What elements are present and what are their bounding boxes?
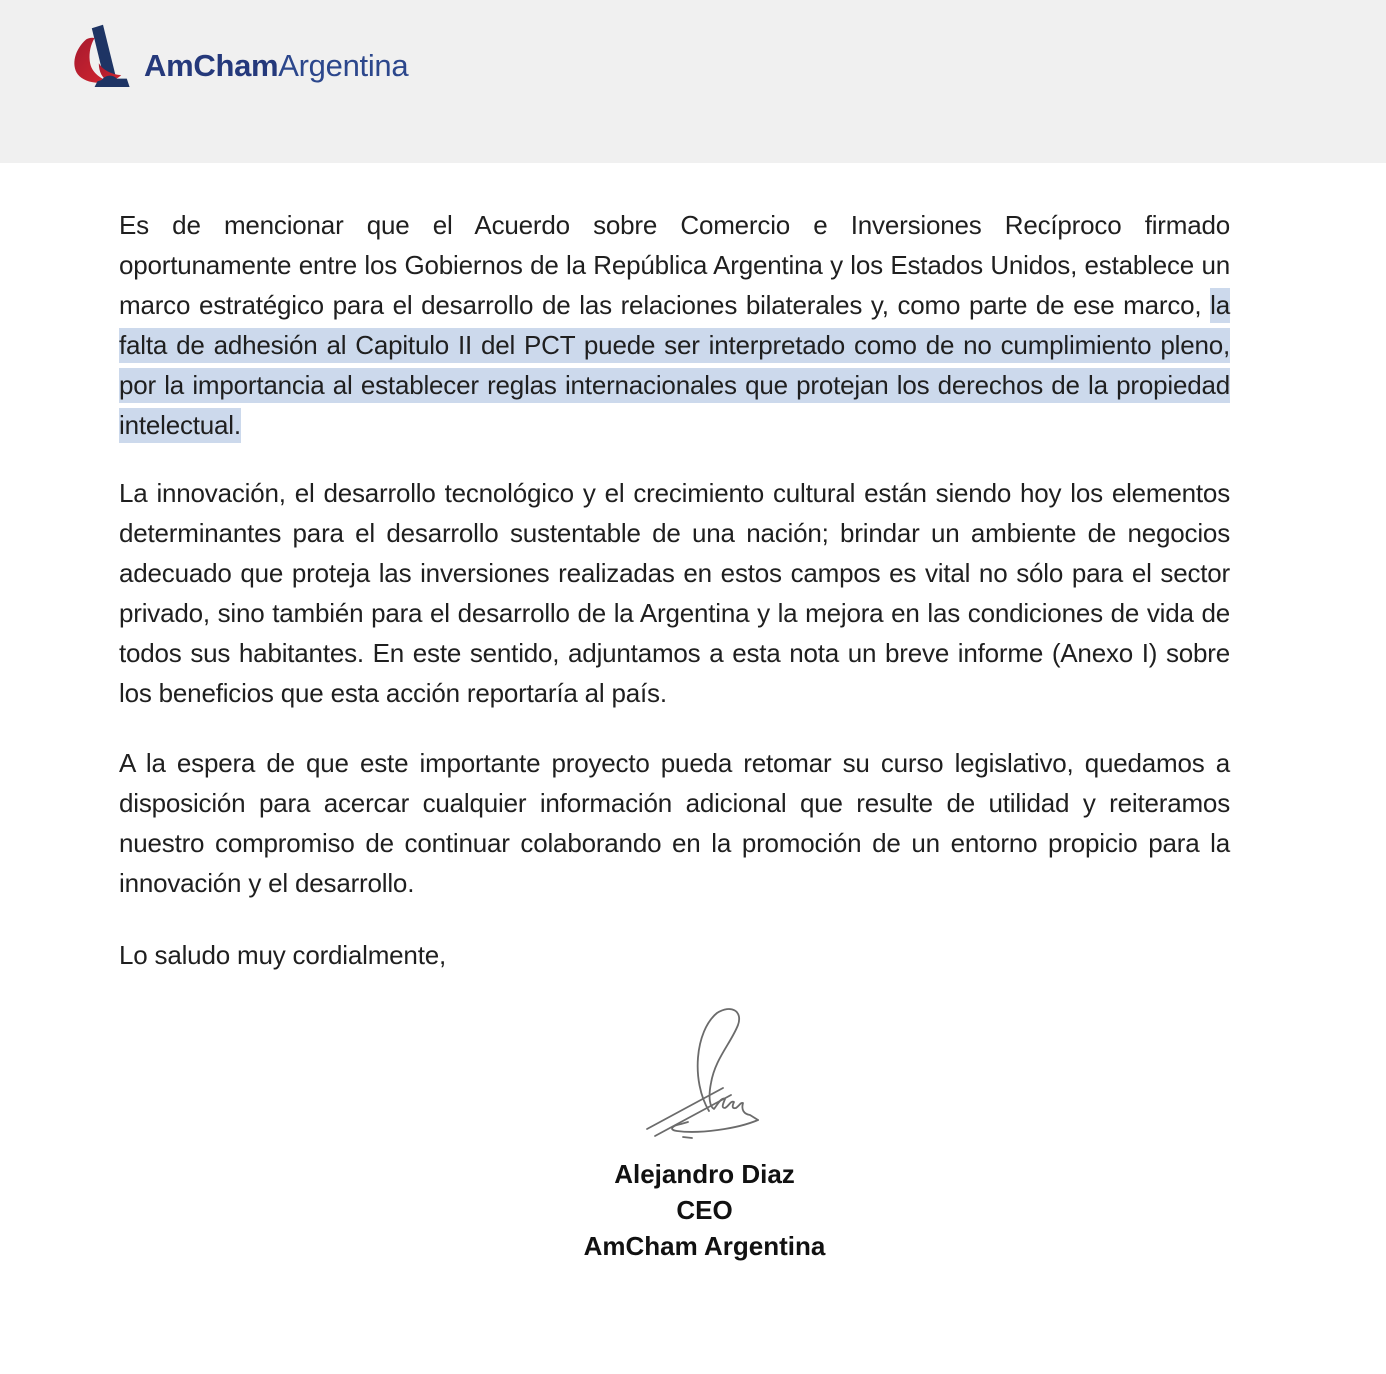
signer-title: CEO	[676, 1195, 733, 1225]
brand-name-regular: Argentina	[278, 48, 409, 83]
paragraph-innovacion: La innovación, el desarrollo tecnológico y el crecimiento cultural están siendo hoy los elementos determinantes para el desarrollo sustentable de una nación; brindar un ambiente de negocios adecuado que proteja las inversiones realizadas en estos campos es vital no sólo para el sector privado, sino también para el desarrollo de la Argentina y la mejora en las condiciones de vida de todos sus habitantes. En este sentido, adjuntamos a esta nota un breve informe (Anexo I) sobre los beneficios que esta acción reportaría al país.	[119, 478, 1230, 708]
highlighted-passage: la falta de adhesión al Capitulo II del PCT puede ser interpretado como de no cumplimiento pleno, por la importancia al establecer reglas internacionales que protejan los derechos de la propiedad intelectual.	[119, 288, 1230, 443]
closing-line: Lo saludo muy cordialmente,	[119, 940, 447, 970]
signature-block	[149, 1003, 1260, 1264]
paragraph-espera: A la espera de que este importante proyecto pueda retomar su curso legislativo, quedamos a disposición para acercar cualquier información adicional que resulte de utilidad y reiteramos nuestro compromiso de continuar colaborando en la promoción de un entorno propicio para la innovación y el desarrollo.	[119, 748, 1230, 898]
amcham-logo-mark-icon	[68, 12, 138, 106]
paragraph-acuerdo-normal-text: Es de mencionar que el Acuerdo sobre Comercio e Inversiones Recíproco firmado oportunamente entre los Gobiernos de la República Argentina y los Estados Unidos, establece un marco estratégico para el desarrollo de las relaciones bilaterales y, como parte de ese marco,	[119, 210, 1230, 320]
signer-org: AmCham Argentina	[583, 1231, 826, 1261]
letter-body	[0, 163, 1386, 1264]
letterhead-band	[0, 0, 1386, 163]
brand-name-bold: AmCham	[144, 48, 279, 83]
amcham-logo	[68, 12, 409, 106]
signer-identity	[149, 1156, 1260, 1264]
brand-wordmark	[144, 48, 408, 84]
paragraph-acuerdo	[119, 205, 1230, 445]
signer-name: Alejandro Diaz	[614, 1159, 795, 1189]
handwritten-signature-image	[625, 1003, 785, 1143]
